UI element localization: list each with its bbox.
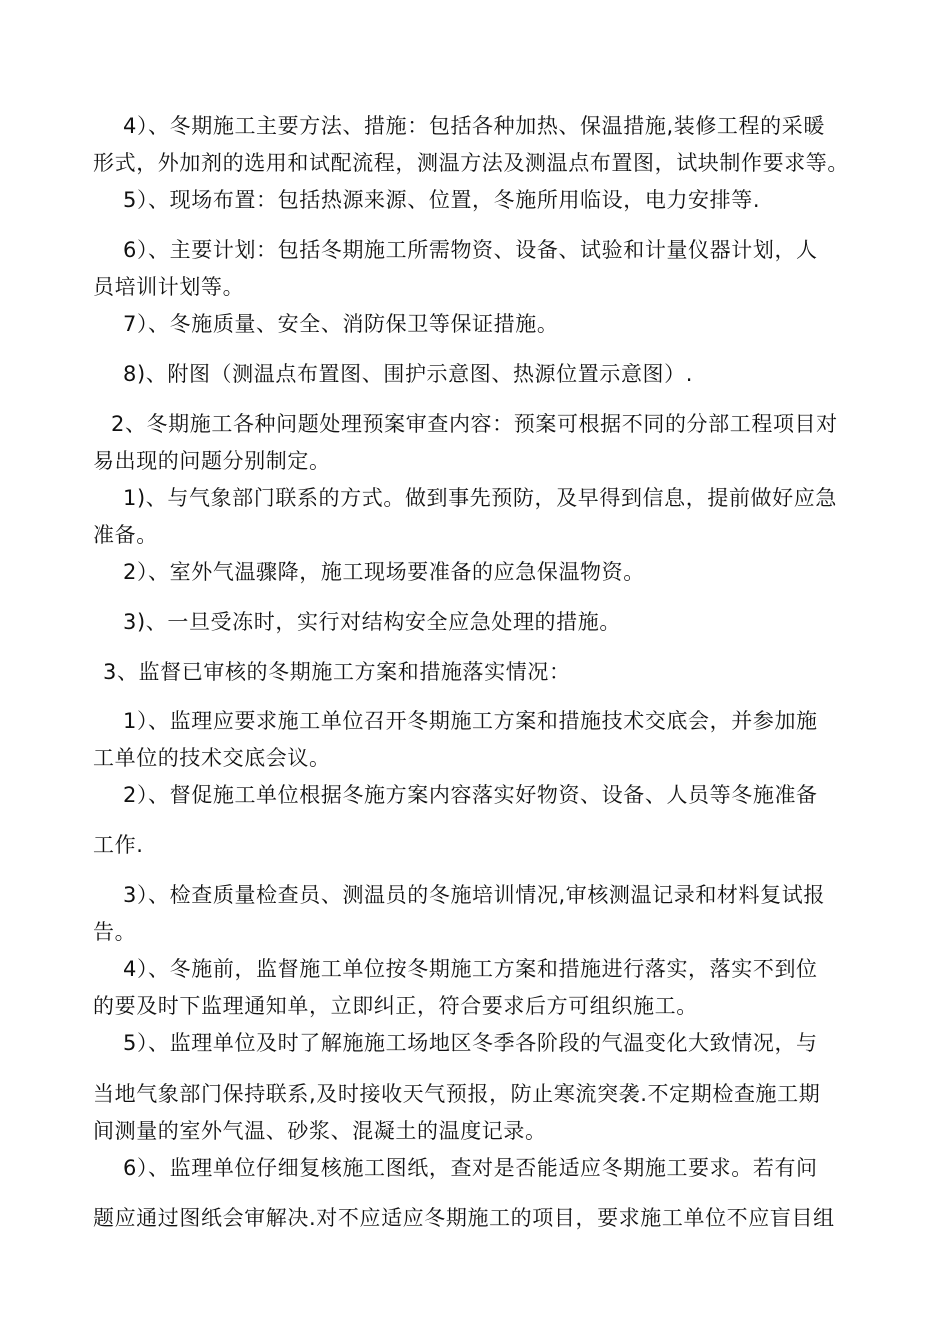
text-line: 间测量的室外气温、砂浆、混凝土的温度记录。 bbox=[93, 1119, 547, 1143]
text-line: 3)、一旦受冻时，实行对结构安全应急处理的措施。 bbox=[123, 610, 621, 634]
text-line: 工作. bbox=[93, 833, 144, 857]
text-line: 4）、冬期施工主要方法、措施：包括各种加热、保温措施,装修工程的采暖 bbox=[123, 114, 825, 138]
text-line: 当地气象部门保持联系,及时接收天气预报，防止寒流突袭.不定期检查施工期 bbox=[93, 1082, 821, 1106]
text-line: 4）、冬施前，监督施工单位按冬期施工方案和措施进行落实，落实不到位 bbox=[123, 957, 818, 981]
text-line: 5）、现场布置：包括热源来源、位置，冬施所用临设，电力安排等. bbox=[123, 188, 761, 212]
text-line: 2）、督促施工单位根据冬施方案内容落实好物资、设备、人员等冬施准备 bbox=[123, 783, 818, 807]
text-line: 2）、室外气温骤降，施工现场要准备的应急保温物资。 bbox=[123, 560, 645, 584]
text-line: 8)、附图（测温点布置图、围护示意图、热源位置示意图）. bbox=[123, 362, 694, 386]
text-line: 6）、主要计划：包括冬期施工所需物资、设备、试验和计量仪器计划，人 bbox=[123, 238, 818, 262]
text-line: 形式，外加剂的选用和试配流程，测温方法及测温点布置图，试块制作要求等。 bbox=[93, 151, 849, 175]
text-line: 3）、检查质量检查员、测温员的冬施培训情况,审核测温记录和材料复试报 bbox=[123, 883, 825, 907]
text-line: 7）、冬施质量、安全、消防保卫等保证措施。 bbox=[123, 312, 559, 336]
text-line: 的要及时下监理通知单，立即纠正，符合要求后方可组织施工。 bbox=[93, 994, 698, 1018]
text-line: 易出现的问题分别制定。 bbox=[93, 449, 331, 473]
text-line: 1）、监理应要求施工单位召开冬期施工方案和措施技术交底会，并参加施 bbox=[123, 709, 818, 733]
text-line: 5）、监理单位及时了解施施工场地区冬季各阶段的气温变化大致情况，与 bbox=[123, 1031, 818, 1055]
text-line: 工单位的技术交底会议。 bbox=[93, 746, 331, 770]
text-line: 6）、监理单位仔细复核施工图纸，查对是否能适应冬期施工要求。若有问 bbox=[123, 1156, 818, 1180]
text-line: 准备。 bbox=[93, 523, 158, 547]
text-line: 2、冬期施工各种问题处理预案审查内容：预案可根据不同的分部工程项目对 bbox=[111, 412, 838, 436]
text-line: 员培训计划等。 bbox=[93, 275, 245, 299]
text-line: 题应通过图纸会审解决.对不应适应冬期施工的项目，要求施工单位不应盲目组 bbox=[93, 1206, 835, 1230]
text-line: 3、监督已审核的冬期施工方案和措施落实情况： bbox=[103, 660, 571, 684]
text-line: 告。 bbox=[93, 920, 137, 944]
text-line: 1)、与气象部门联系的方式。做到事先预防，及早得到信息，提前做好应急 bbox=[123, 486, 837, 510]
